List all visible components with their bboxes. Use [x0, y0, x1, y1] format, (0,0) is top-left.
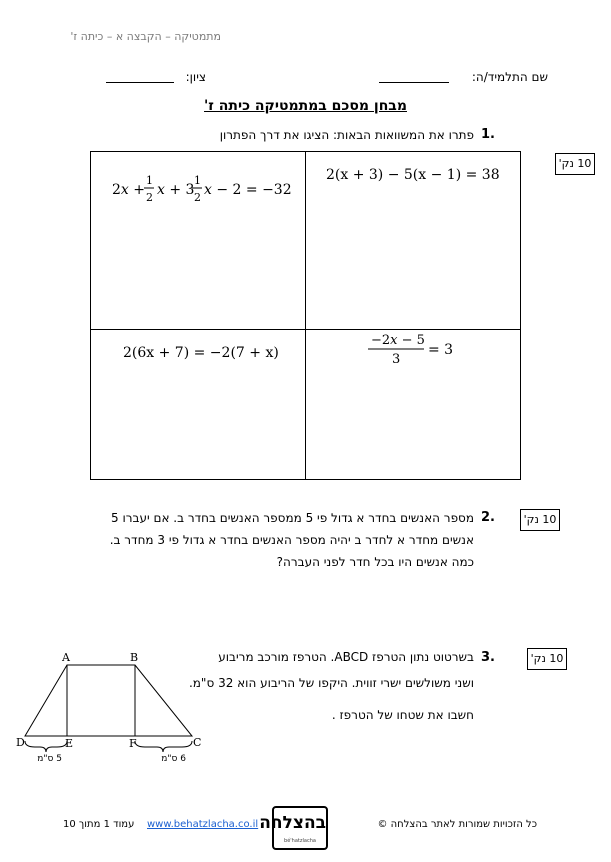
q1-equation-top-right: 2(x + 3) − 5(x − 1) = 38: [326, 167, 500, 183]
q3-points-badge: 10 נק': [527, 648, 567, 670]
svg-text:3: 3: [392, 352, 401, 367]
svg-text:1: 1: [146, 174, 153, 187]
svg-text:2: 2: [194, 191, 201, 204]
svg-text:1: 1: [194, 174, 201, 187]
q2-points-badge: 10 נק': [520, 509, 560, 531]
course-header: מתמטיקה – הקבצה א – כיתה ז': [70, 30, 221, 43]
svg-text:x − 2 = −32: x − 2 = −32: [204, 182, 292, 198]
trapezoid-outline: [25, 665, 192, 736]
svg-text:2x +: 2x +: [112, 182, 146, 198]
q2-line-3: כמה אנשים היו בכל חדר לפני העברה?: [276, 555, 474, 569]
brand-logo: [259, 806, 328, 850]
q1-number: 1.: [481, 127, 495, 142]
grade-label: ציון:: [185, 70, 206, 84]
label-a: A: [62, 651, 70, 664]
logo-subtitle: bé'hatzlacha: [284, 838, 316, 844]
q1-equation-bottom-left: 2(6x + 7) = −2(7 + x): [123, 345, 279, 361]
grid-divider-horizontal: [91, 329, 520, 330]
svg-text:x + 3: x + 3: [157, 182, 195, 198]
label-f: F: [129, 737, 137, 750]
trapezoid-diagram: [10, 648, 210, 766]
label-d: D: [16, 736, 25, 749]
student-name-field[interactable]: [379, 70, 449, 83]
q3-line-3: חשבו את שטחו של הטרפז .: [331, 708, 474, 722]
brace-fc: [135, 741, 192, 752]
label-b: B: [130, 651, 139, 664]
label-fc-length: 6 ס"מ: [161, 754, 186, 764]
logo-text: בהצלחה: [259, 813, 326, 833]
label-c: C: [193, 736, 202, 749]
grid-divider-vertical: [305, 152, 306, 479]
fraction-equation-graphic: [368, 332, 458, 368]
svg-text:2: 2: [146, 191, 153, 204]
copyright: כל הזכויות שמורות לאתר בהצלחה ©: [377, 819, 537, 830]
page-number: עמוד 1 מתוך 10: [63, 819, 135, 830]
q3-line-1: בשרטוט נתון הטרפז ABCD. הטרפז מורכב מריבוע: [218, 650, 474, 664]
q2-line-1: מספר האנשים בחדר א גדול פי 5 ממספר האנשים בחדר ב. אם יעברו 5: [111, 511, 474, 525]
q3-number: 3.: [481, 650, 495, 665]
page-title: מבחן מסכם במתמטיקה כיתה ז': [204, 98, 407, 114]
equation-fractions-graphic: [112, 172, 297, 208]
svg-text:= 3: = 3: [428, 342, 454, 358]
label-e: E: [65, 737, 74, 750]
q2-number: 2.: [481, 510, 495, 525]
grade-field[interactable]: [106, 70, 174, 83]
q1-points-badge: 10 נק': [555, 153, 595, 175]
label-de-length: 5 ס"מ: [37, 754, 62, 764]
q2-line-2: אנשים מחדר א לחדר ב יהיה מספר האנשים בחדר א גדול פי 3 מחדר ב.: [109, 533, 474, 547]
svg-text:−2x − 5: −2x − 5: [371, 333, 425, 348]
q3-line-2: ושני משולשים ישרי זווית. היקפו של הריבוע הוא 32 ס"מ.: [188, 676, 474, 690]
q1-instruction: פתרו את המשוואות הבאות: הציגו את דרך הפתרון: [219, 128, 474, 142]
brace-de: [25, 741, 67, 752]
student-name-label: שם התלמיד/ה:: [471, 70, 548, 84]
site-link[interactable]: www.behatzlacha.co.il: [147, 819, 259, 830]
